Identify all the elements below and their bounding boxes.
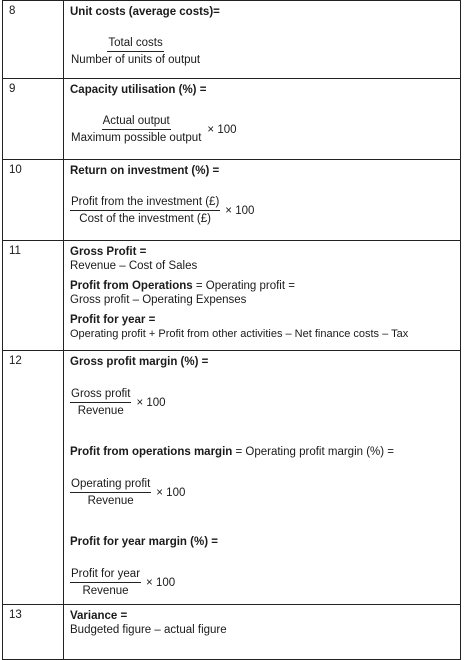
fraction-denominator: Cost of the investment (£) — [79, 213, 211, 225]
formula-fraction — [70, 477, 454, 508]
row-content — [64, 160, 461, 241]
row-number: 13 — [3, 605, 64, 660]
row-content — [64, 79, 461, 160]
row-number: 8 — [3, 1, 64, 79]
formula-heading: Variance = — [70, 610, 128, 622]
year-profit-formula: Operating profit + Profit from other activities – Net finance costs – Tax — [70, 328, 409, 340]
fraction-multiplier: × 100 — [225, 204, 255, 217]
gross-profit-formula: Revenue – Cost of Sales — [70, 260, 198, 272]
row-content — [64, 605, 461, 660]
row-number: 9 — [3, 79, 64, 160]
row-number: 10 — [3, 160, 64, 241]
fraction-denominator: Revenue — [82, 585, 129, 597]
formula-heading: Profit from operations margin = Operating profit margin (%) = — [70, 446, 395, 458]
table-row — [3, 160, 461, 241]
formula-fraction — [70, 114, 454, 145]
row-content — [64, 1, 461, 79]
table-row — [3, 241, 461, 351]
table-row — [3, 351, 461, 605]
gross-profit-label: Gross Profit = — [70, 246, 147, 258]
fraction-denominator: Maximum possible output — [71, 132, 202, 144]
row-content — [64, 351, 461, 605]
fraction-numerator: Gross profit — [70, 387, 131, 403]
formula-heading: Capacity utilisation (%) = — [70, 84, 207, 96]
table-row — [3, 1, 461, 79]
row-number: 12 — [3, 351, 64, 605]
fraction-multiplier: × 100 — [136, 396, 166, 409]
operations-profit-label: Profit from Operations = Operating profit = — [70, 280, 295, 292]
fraction-multiplier: × 100 — [207, 123, 237, 136]
formula-fraction — [70, 36, 454, 67]
table-row — [3, 79, 461, 160]
formula-heading: Unit costs (average costs)= — [70, 6, 220, 18]
fraction-denominator: Number of units of output — [71, 54, 201, 66]
fraction-numerator: Profit from the investment (£) — [70, 195, 220, 211]
fraction-numerator: Total costs — [107, 36, 163, 52]
fraction-multiplier: × 100 — [156, 486, 186, 499]
fraction-numerator: Actual output — [102, 114, 171, 130]
table-row — [3, 605, 461, 660]
fraction-denominator: Revenue — [87, 495, 134, 507]
row-content — [64, 241, 461, 351]
fraction-denominator: Revenue — [77, 405, 124, 417]
formula-heading: Return on investment (%) = — [70, 165, 220, 177]
formula-fraction — [70, 567, 454, 598]
formula-table — [2, 0, 461, 660]
formula-heading: Gross profit margin (%) = — [70, 356, 209, 368]
row-number: 11 — [3, 241, 64, 351]
year-profit-label: Profit for year = — [70, 314, 156, 326]
fraction-numerator: Profit for year — [70, 567, 141, 583]
operations-profit-formula: Gross profit – Operating Expenses — [70, 294, 247, 306]
formula-fraction — [70, 387, 454, 418]
formula-fraction — [70, 195, 454, 226]
formula-heading: Profit for year margin (%) = — [70, 536, 218, 548]
fraction-multiplier: × 100 — [146, 576, 176, 589]
variance-formula: Budgeted figure – actual figure — [70, 624, 227, 636]
fraction-numerator: Operating profit — [70, 477, 151, 493]
